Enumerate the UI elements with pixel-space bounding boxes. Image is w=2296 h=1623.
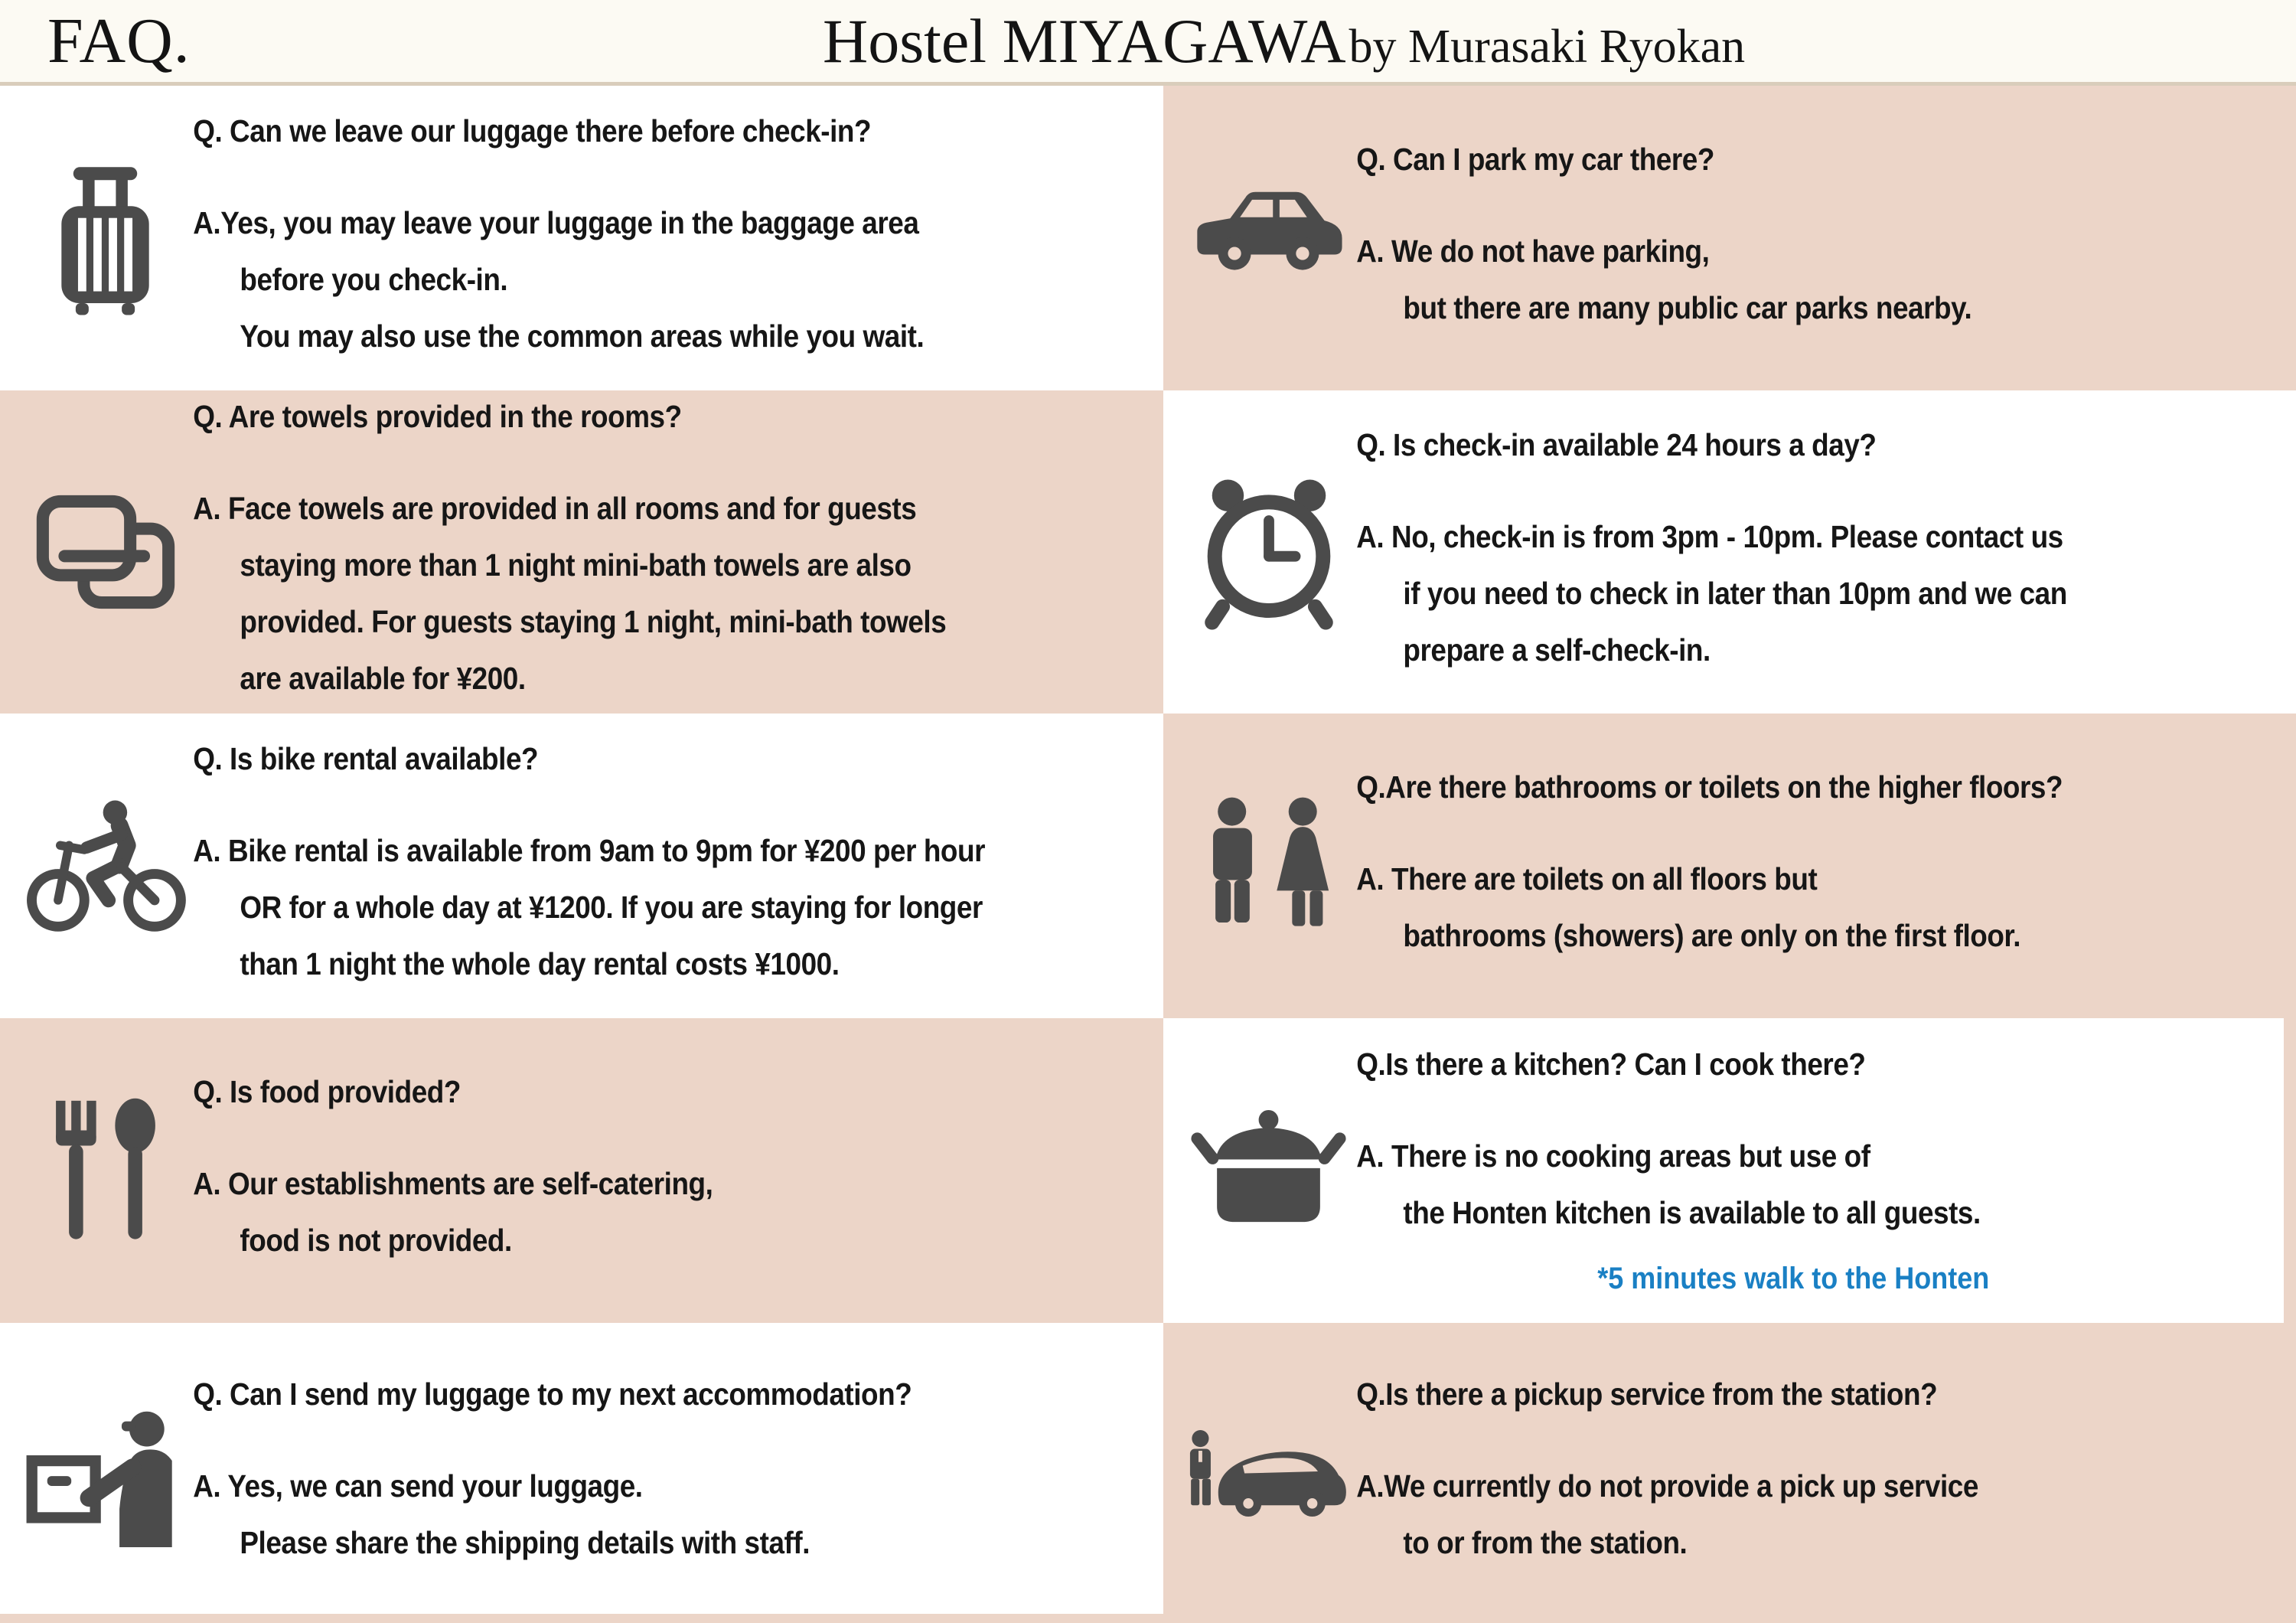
faq-text <box>1351 426 2067 678</box>
faq-answer: A. Face towels are provided in all rooms and for guests staying more than 1 night mini-bath towels are also provided. For guests staying 1 night, mini-bath towels are available for ¥200. <box>193 491 947 696</box>
faq-text <box>188 1073 713 1269</box>
cutlery-icon <box>23 1095 188 1246</box>
faq-question: Q. Can I send my luggage to my next accommodation? <box>193 1376 912 1412</box>
faq-text <box>188 397 946 707</box>
faq-question: Q.Are there bathrooms or toilets on the higher floors? <box>1356 769 2063 805</box>
faq-answer: A. No, check-in is from 3pm - 10pm. Please contact us if you need to check in later than 10pm and we can prepare a self-check-in. <box>1356 519 2067 668</box>
faq-question: Q.Is there a pickup service from the station? <box>1356 1376 1938 1412</box>
bottom-edge-strip <box>0 1614 2296 1623</box>
honten-walk-note: *5 minutes walk to the Honten <box>1597 1262 1990 1295</box>
faq-answer: A.We currently do not provide a pick up service to or from the station. <box>1356 1468 1978 1560</box>
faq-card-towels <box>0 390 1163 714</box>
faq-answer: A. Yes, we can send your luggage. Please share the shipping details with staff. <box>193 1468 810 1560</box>
faq-question: Q. Is check-in available 24 hours a day? <box>1356 427 1877 462</box>
faq-question: Q. Is bike rental available? <box>193 741 539 776</box>
faq-answer: A. We do not have parking, but there are many public car parks nearby. <box>1356 233 1972 325</box>
faq-card-check-in-hours <box>1163 390 2296 714</box>
hostel-title-suffix: by Murasaki Ryokan <box>1349 21 1746 73</box>
faq-card-kitchen <box>1163 1018 2296 1323</box>
faq-question: Q. Can we leave our luggage there before check-in? <box>193 113 872 149</box>
faq-answer: A. Our establishments are self-catering, food is not provided. <box>193 1166 713 1258</box>
faq-question: Q. Can I park my car there? <box>1356 142 1714 177</box>
bicycle-icon <box>23 796 188 936</box>
faq-text <box>1351 1045 1989 1296</box>
faq-question: Q. Is food provided? <box>193 1074 461 1109</box>
faq-card-bike-rental <box>0 714 1163 1018</box>
faq-grid <box>0 86 2296 1623</box>
luggage-delivery-icon <box>23 1399 188 1547</box>
faq-text <box>188 1375 912 1571</box>
page-header <box>0 0 2296 86</box>
faq-text <box>188 112 924 364</box>
faq-text <box>1351 140 1971 336</box>
faq-heading: FAQ. <box>47 5 191 77</box>
towels-icon <box>23 488 188 616</box>
faq-text <box>1351 1375 1978 1571</box>
car-icon <box>1186 181 1351 296</box>
faq-card-station-pickup <box>1163 1323 2296 1623</box>
faq-card-luggage-storage <box>0 86 1163 390</box>
cooking-pot-icon <box>1186 1108 1351 1234</box>
suitcase-icon <box>23 160 188 316</box>
faq-answer: A. Bike rental is available from 9am to 9pm for ¥200 per hour OR for a whole day at ¥1200. If you are staying for longer than 1 night the whole day rental costs ¥1000. <box>193 833 986 981</box>
faq-question: Q.Is there a kitchen? Can I cook there? <box>1356 1047 1866 1082</box>
hostel-title-main: Hostel MIYAGAWA <box>823 6 1346 76</box>
faq-text <box>1351 768 2063 964</box>
hostel-title <box>823 0 1745 82</box>
faq-answer: A. There is no cooking areas but use of the Honten kitchen is available to all guests. <box>1356 1138 1981 1230</box>
faq-card-food <box>0 1018 1163 1323</box>
faq-card-bathrooms-floors <box>1163 714 2296 1018</box>
faq-answer: A. There are toilets on all floors but bathrooms (showers) are only on the first floor. <box>1356 861 2021 953</box>
faq-text <box>188 740 985 992</box>
faq-answer: A.Yes, you may leave your luggage in the baggage area before you check-in. You may also use the common areas while you wait. <box>193 205 925 354</box>
faq-card-parking <box>1163 86 2296 390</box>
faq-card-luggage-forwarding <box>0 1323 1163 1623</box>
pickup-car-icon <box>1186 1421 1351 1526</box>
alarm-clock-icon <box>1186 472 1351 633</box>
faq-question: Q. Are towels provided in the rooms? <box>193 399 682 434</box>
restroom-figures-icon <box>1186 796 1351 936</box>
